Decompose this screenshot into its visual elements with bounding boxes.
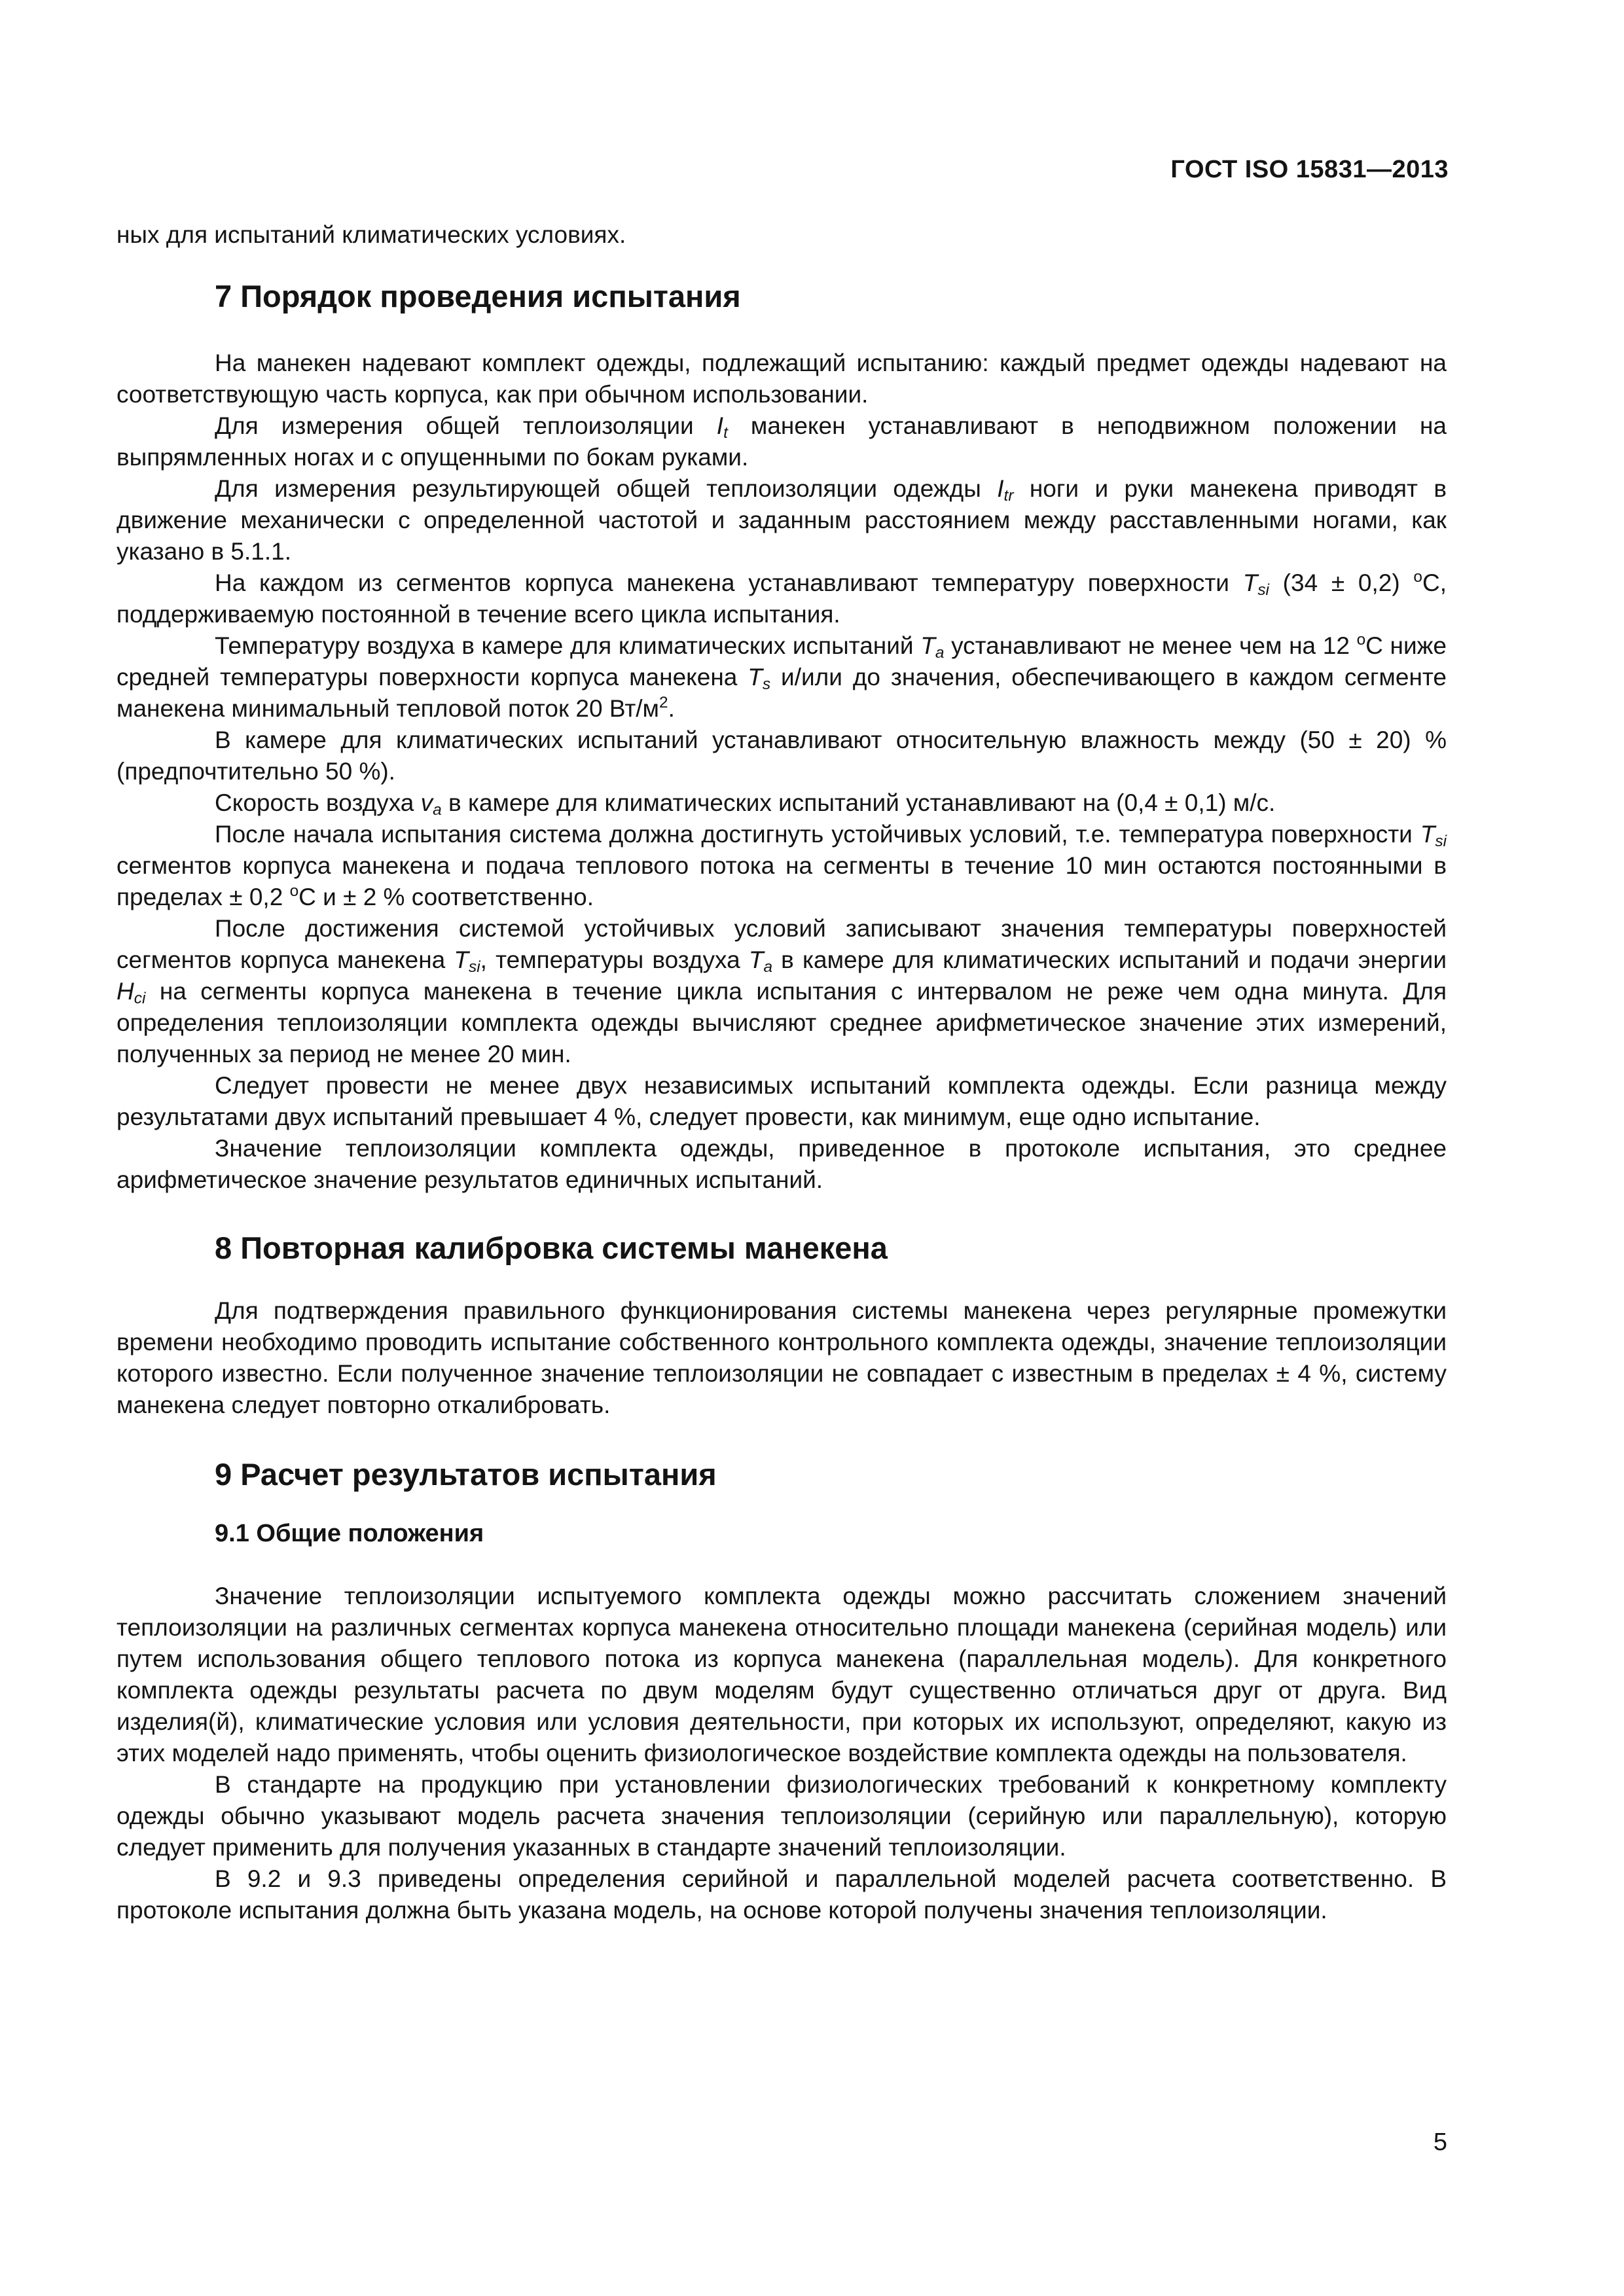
paragraph: Следует провести не менее двух независимых испытаний комплекта одежды. Если разница между результатами двух испытаний превышает 4 %, следует провести, как минимум, еще одно испытание. xyxy=(117,1072,1447,1130)
subsection-9-1-heading: 9.1 Общие положения xyxy=(215,1520,484,1547)
standard-code-header: ГОСТ ISO 15831—2013 xyxy=(1170,156,1449,183)
paragraph: Для подтверждения правильного функционирования системы манекена через регулярные промежутки времени необходимо проводить испытание собственного контрольного комплекта одежды, значение теплоизоляции которого известно. Если полученное значение теплоизоляции не совпадает с известным в пределах ± 4 %, систему манекена следует повторно откалибровать. xyxy=(117,1297,1447,1418)
paragraph: На каждом из сегментов корпуса манекена устанавливают температуру поверхности $T_{si}$ (34 ± 0,2) $^o$С, поддерживаемую постоянной в течение всего цикла испытания. xyxy=(117,568,1447,628)
paragraph: Для измерения результирующей общей теплоизоляции одежды $I_{tr}$ ноги и руки манекена приводят в движение механически с определенной частотой и заданным расстоянием между расставленными ногами, как указано в 5.1.1. xyxy=(117,475,1447,565)
page-number: 5 xyxy=(1433,2128,1447,2156)
paragraph: После начала испытания система должна достигнуть устойчивых условий, т.е. температура поверхности $T_{si}$ сегментов корпуса манекена и подача теплового потока на сегменты в течение 10 мин остаются постоянными в пределах ± 0,2 $^o$С и ± 2 % соответственно. xyxy=(117,821,1447,910)
paragraph: Скорость воздуха $v_a$ в камере для климатических испытаний устанавливают на (0,4 ± 0,1) м/с. xyxy=(215,789,1276,819)
paragraph: В камере для климатических испытаний устанавливают относительную влажность между (50 ± 20) % (предпочтительно 50 %). xyxy=(117,726,1447,785)
paragraph: Значение теплоизоляции комплекта одежды, приведенное в протоколе испытания, это среднее арифметическое значение результатов единичных испытаний. xyxy=(117,1135,1447,1193)
paragraph: В 9.2 и 9.3 приведены определения серийной и параллельной моделей расчета соответственно. В протоколе испытания должна быть указана модель, на основе которой получены значения теплоизоляции. xyxy=(117,1865,1447,1924)
continuation-paragraph: ных для испытаний климатических условиях. xyxy=(117,221,626,248)
paragraph: В стандарте на продукцию при установлении физиологических требований к конкретному комплекту одежды обычно указывают модель расчета значения теплоизоляции (серийную или параллельную), которую следует применить для получения указанных в стандарте значений теплоизоляции. xyxy=(117,1771,1447,1861)
paragraph: Значение теплоизоляции испытуемого комплекта одежды можно рассчитать сложением значений теплоизоляции на различных сегментах корпуса манекена относительно площади манекена (серийная модель) или путем использования общего теплового потока из корпуса манекена (параллельная модель). Для конкретного комплекта одежды результаты расчета по двум моделям будут существенно отличаться друг от друга. Вид изделия(й), климатические условия или условия деятельности, при которых их используют, определяют, какую из этих моделей надо применять, чтобы оценить физиологическое воздействие комплекта одежды на пользователя. xyxy=(117,1583,1447,1767)
section-9-heading: 9 Расчет результатов испытания xyxy=(215,1457,717,1492)
page-content xyxy=(117,219,1447,1926)
paragraph: После достижения системой устойчивых условий записывают значения температуры поверхностей сегментов корпуса манекена $T_{si}$, температуры воздуха $T_a$ в камере для климатических испытаний и подачи энергии $H_{ci}$ на сегменты корпуса манекена в течение цикла испытания с интервалом не реже чем одна минута. Для определения теплоизоляции комплекта одежды вычисляют среднее арифметическое значение этих измерений, полученных за период не менее 20 мин. xyxy=(117,915,1447,1067)
paragraph: Для измерения общей теплоизоляции $I_t$ манекен устанавливают в неподвижном положении на выпрямленных ногах и с опущенными по бокам руками. xyxy=(117,412,1447,471)
section-8-heading: 8 Повторная калибровка системы манекена xyxy=(215,1230,888,1265)
paragraph: На манекен надевают комплект одежды, подлежащий испытанию: каждый предмет одежды надевают на соответствующую часть корпуса, как при обычном использовании. xyxy=(117,350,1447,408)
section-7-heading: 7 Порядок проведения испытания xyxy=(215,279,741,314)
paragraph: Температуру воздуха в камере для климатических испытаний $T_a$ устанавливают не менее чем на 12 $^o$С ниже средней температуры поверхности корпуса манекена $T_s$ и/или до значения, обеспечивающего в каждом сегменте манекена минимальный тепловой поток 20 $Вт/м^2$. xyxy=(117,631,1447,722)
